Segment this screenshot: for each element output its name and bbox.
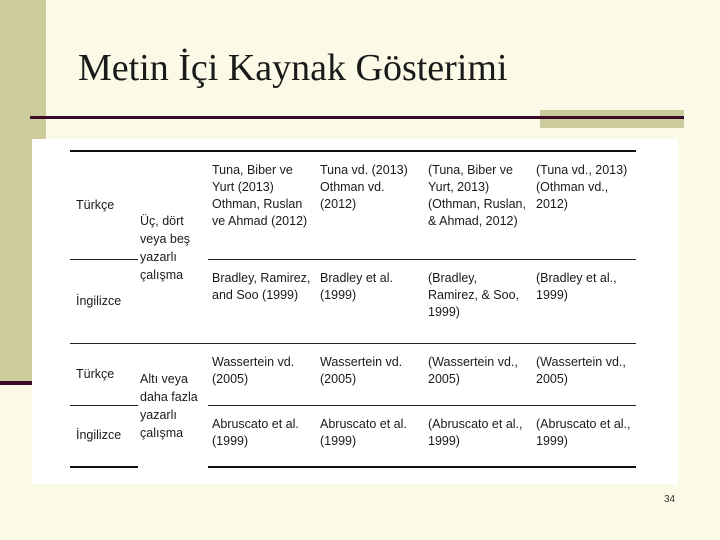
language-cell: İngilizce xyxy=(70,259,138,343)
language-cell: Türkçe xyxy=(70,151,138,259)
citation-cell: Abruscato et al. (1999) xyxy=(208,405,316,467)
citation-cell: (Abruscato et al., 1999) xyxy=(424,405,532,467)
citation-cell: Bradley et al. (1999) xyxy=(316,259,424,343)
citation-cell: (Tuna, Biber ve Yurt, 2013) (Othman, Ruslan, & Ahmad, 2012) xyxy=(424,151,532,259)
title-accent-block xyxy=(540,110,684,128)
title-underline-right xyxy=(540,116,684,119)
page-number: 34 xyxy=(664,494,676,505)
left-decor-lower xyxy=(0,383,30,540)
citation-cell: (Wassertein vd., 2005) xyxy=(532,344,636,405)
citation-cell: (Bradley et al., 1999) xyxy=(532,259,636,343)
citation-cell: (Abruscato et al., 1999) xyxy=(532,405,636,467)
language-cell: İngilizce xyxy=(70,405,138,467)
title-underline xyxy=(30,116,540,119)
citation-cell: Bradley, Ramirez, and Soo (1999) xyxy=(208,259,316,343)
author-count-cell: Altı veya daha fazla yazarlı çalışma xyxy=(138,344,208,467)
slide-title: Metin İçi Kaynak Gösterimi xyxy=(78,47,508,89)
citation-cell: (Wassertein vd., 2005) xyxy=(424,344,532,405)
citation-cell: (Bradley, Ramirez, & Soo, 1999) xyxy=(424,259,532,343)
citation-cell: Tuna, Biber ve Yurt (2013) Othman, Ruslan ve Ahmad (2012) xyxy=(208,151,316,259)
citation-cell: Wassertein vd. (2005) xyxy=(316,344,424,405)
citation-cell: Wassertein vd. (2005) xyxy=(208,344,316,405)
author-count-cell: Üç, dört veya beş yazarlı çalışma xyxy=(138,151,208,344)
citation-cell: Abruscato et al. (1999) xyxy=(316,405,424,467)
citation-cell: Tuna vd. (2013) Othman vd. (2012) xyxy=(316,151,424,259)
citation-cell: (Tuna vd., 2013) (Othman vd., 2012) xyxy=(532,151,636,259)
language-cell: Türkçe xyxy=(70,344,138,405)
table-row xyxy=(70,151,636,259)
table-row xyxy=(70,344,636,405)
citation-table xyxy=(70,150,636,468)
